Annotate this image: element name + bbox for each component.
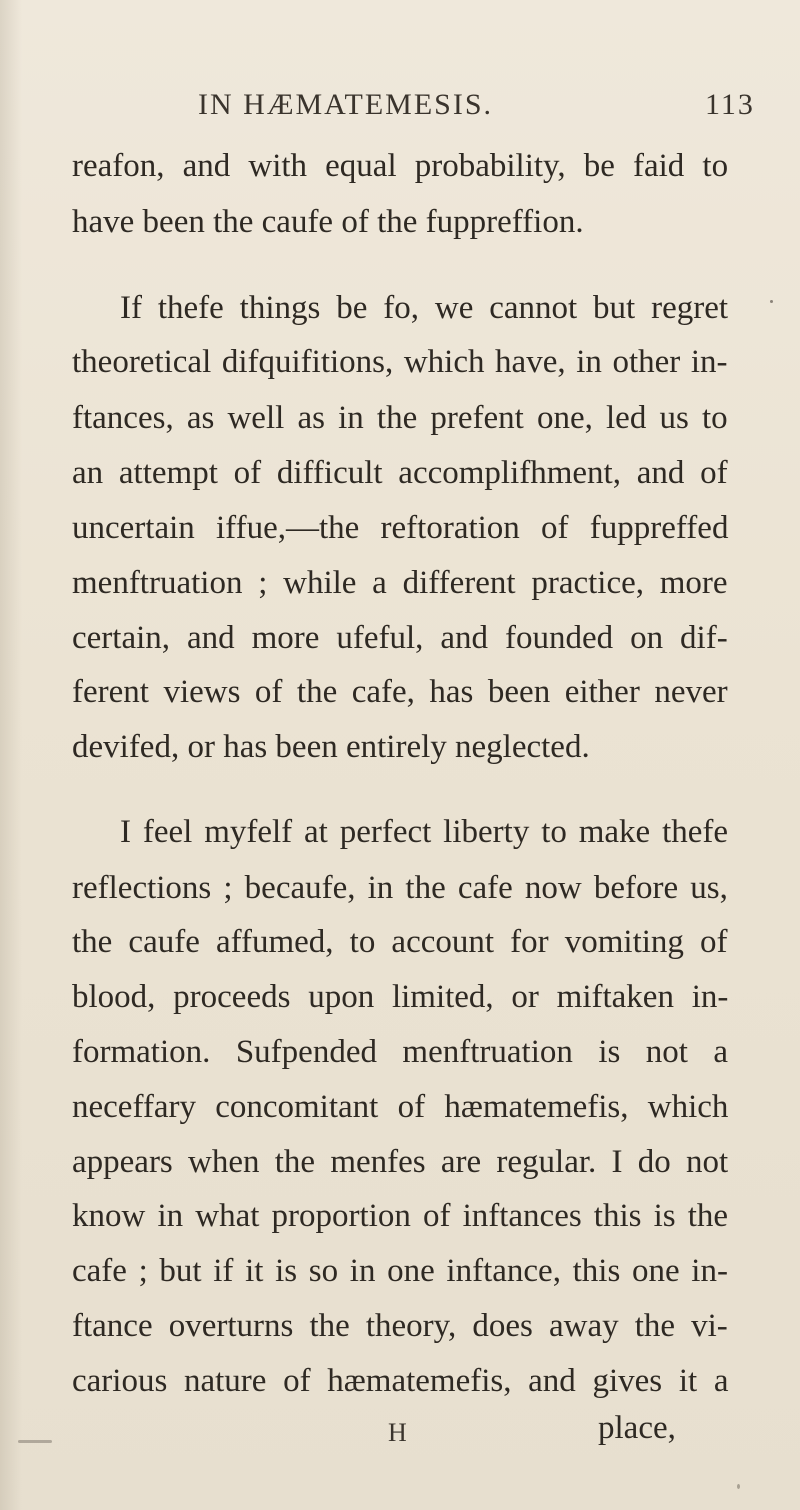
text-line: formation. Sufpended menftruation is not a [72, 1034, 729, 1070]
text-line: know in what proportion of inftances this is the [72, 1198, 729, 1234]
foxing-speck [770, 300, 773, 303]
foxing-speck [737, 1484, 740, 1489]
running-title: IN HÆMATEMESIS. [198, 88, 494, 121]
text-line: the caufe affumed, to account for vomiting of [72, 924, 728, 960]
text-line: menftruation ; while a different practice, more [72, 565, 728, 601]
text-line: certain, and more ufeful, and founded on dif- [72, 620, 728, 656]
gutter-shadow [0, 0, 22, 1510]
text-line: uncertain iffue,—the reftoration of fuppreffed [72, 510, 729, 546]
text-line: neceffary concomitant of hæmatemefis, which [72, 1089, 729, 1125]
text-line: blood, proceeds upon limited, or miftaken in- [72, 979, 729, 1015]
text-line: theoretical difquifitions, which have, in other in- [72, 344, 728, 380]
catchword: place, [598, 1410, 676, 1446]
text-line: devifed, or has been entirely neglected. [72, 729, 590, 765]
running-header [0, 88, 800, 128]
text-line: carious nature of hæmatemefis, and gives it a [72, 1363, 729, 1399]
foxing-speck [18, 1440, 52, 1443]
text-line: appears when the menfes are regular. I do not [72, 1144, 729, 1180]
text-line: ferent views of the cafe, has been either never [72, 674, 728, 710]
text-line: If thefe things be fo, we cannot but regret [120, 290, 729, 326]
signature-mark: H [388, 1418, 407, 1447]
page-number: 113 [705, 88, 755, 121]
text-line: an attempt of difficult accomplifhment, and of [72, 455, 728, 491]
text-line: have been the caufe of the fuppreffion. [72, 204, 584, 240]
text-line: reflections ; becaufe, in the cafe now before us, [72, 870, 728, 906]
text-line: ftance overturns the theory, does away the vi- [72, 1308, 728, 1344]
text-line: cafe ; but if it is so in one inftance, this one in- [72, 1253, 728, 1289]
text-line: ftances, as well as in the prefent one, led us to [72, 400, 728, 436]
text-line: reafon, and with equal probability, be faid to [72, 148, 729, 184]
text-line: I feel myfelf at perfect liberty to make thefe [120, 814, 729, 850]
